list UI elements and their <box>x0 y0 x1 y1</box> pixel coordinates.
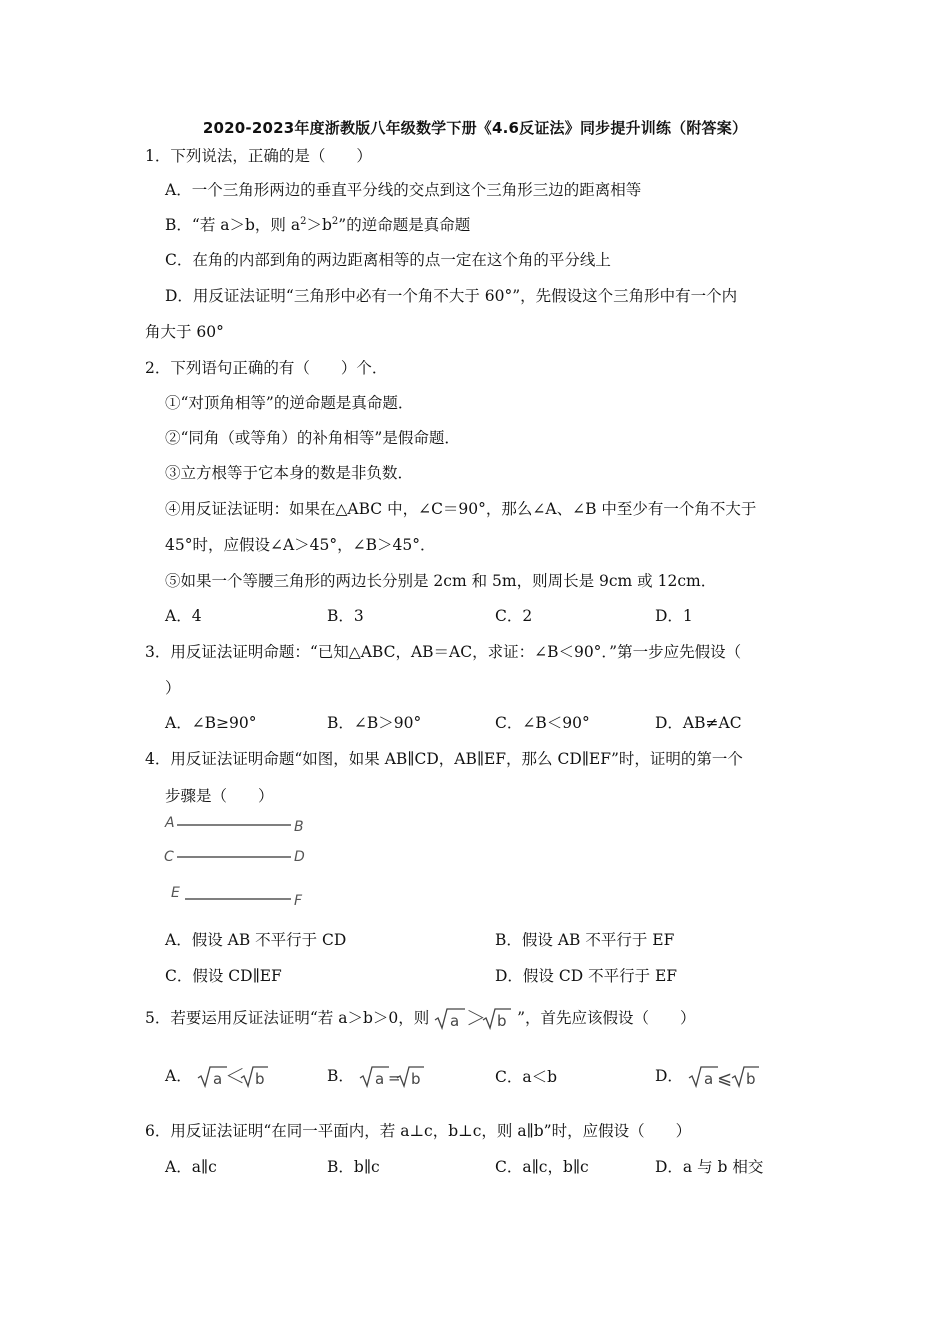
q2-option-a: A．4 <box>165 607 202 625</box>
q6-option-a: A．a∥c <box>165 1158 217 1176</box>
q2-option-b: B．3 <box>327 607 364 625</box>
q2-option-c: C．2 <box>495 607 533 625</box>
svg-text:=: = <box>387 1069 401 1087</box>
q1-option-d: D．用反证法证明“三角形中必有一个角不大于 60°”，先假设这个三角形中有一个内 <box>165 287 738 305</box>
q3-stem: 3．用反证法证明命题：“已知△ABC，AB＝AC，求证：∠B＜90°．”第一步应先假设（ <box>145 643 742 661</box>
q1-stem: 1．下列说法，正确的是（ ） <box>145 147 372 165</box>
sqrt-a-gt-sqrt-b-formula <box>434 1006 512 1032</box>
q1-option-d-cont: 角大于 60° <box>145 323 224 341</box>
q2-statement-4: ④用反证法证明：如果在△ABC 中，∠C＝90°，那么∠A、∠B 中至少有一个角不大于 <box>165 500 757 518</box>
q5-option-c: C．a＜b <box>495 1068 558 1086</box>
q3-option-d: D．AB≠AC <box>655 714 742 732</box>
svg-text:a: a <box>212 1070 222 1088</box>
q6-option-b: B．b∥c <box>327 1158 380 1176</box>
q4-option-c: C．假设 CD∥EF <box>165 967 282 985</box>
q1-option-a: A．一个三角形两边的垂直平分线的交点到这个三角形三边的距离相等 <box>165 181 642 199</box>
svg-text:b: b <box>410 1070 421 1088</box>
svg-text:b: b <box>497 1012 507 1030</box>
label-d: D <box>294 849 305 865</box>
svg-text:b: b <box>254 1070 265 1088</box>
label-e: E <box>171 885 180 901</box>
q4-option-d: D．假设 CD 不平行于 EF <box>495 967 678 985</box>
label-b: B <box>294 819 304 835</box>
svg-text:a: a <box>703 1070 714 1088</box>
q5-option-d: D． a ⩽ b <box>655 1064 760 1090</box>
svg-text:＜: ＜ <box>224 1064 245 1088</box>
q5-option-a: A． a ＜ b <box>165 1064 269 1090</box>
document-title: 2020-2023年度浙教版八年级数学下册《4.6反证法》同步提升训练（附答案） <box>202 119 748 137</box>
q5-option-b: B． a = b <box>327 1064 425 1090</box>
q2-statement-2: ②“同角（或等角）的补角相等”是假命题． <box>165 429 460 447</box>
label-a: A <box>165 815 175 831</box>
q6-option-c: C．a∥c，b∥c <box>495 1158 589 1176</box>
q2-statement-5: ⑤如果一个等腰三角形的两边长分别是 2cm 和 5m，则周长是 9cm 或 12cm． <box>165 572 717 590</box>
q4-option-a: A．假设 AB 不平行于 CD <box>165 931 347 949</box>
q6-option-d: D．a 与 b 相交 <box>655 1158 764 1176</box>
q4-stem: 4．用反证法证明命题“如图，如果 AB∥CD，AB∥EF，那么 CD∥EF”时，证明的第一个 <box>145 750 743 768</box>
svg-text:＞: ＞ <box>466 1006 487 1030</box>
svg-text:a: a <box>450 1012 460 1030</box>
svg-text:⩽: ⩽ <box>716 1068 732 1089</box>
label-f: F <box>294 893 303 908</box>
q3-option-c: C．∠B＜90° <box>495 714 590 732</box>
svg-text:a: a <box>374 1070 385 1088</box>
q4-option-b: B．假设 AB 不平行于 EF <box>495 931 675 949</box>
q2-statement-4-cont: 45°时，应假设∠A＞45°，∠B＞45°． <box>165 536 436 554</box>
q6-stem: 6．用反证法证明“在同一平面内，若 a⊥c，b⊥c，则 a∥b”时，应假设（ ） <box>145 1122 692 1140</box>
q3-stem-cont: ） <box>165 679 181 697</box>
q2-stem: 2．下列语句正确的有（ ）个． <box>145 359 388 377</box>
q1-option-b: B．“若 a＞b，则 $a^2>b^2$”的逆命题是真命题 <box>165 216 471 234</box>
sqrt-a-eq-sqrt-b-formula <box>359 1064 425 1090</box>
q2-statement-3: ③立方根等于它本身的数是非负数． <box>165 464 414 482</box>
q2-statement-1: ①“对顶角相等”的逆命题是真命题． <box>165 394 414 412</box>
q2-option-d: D．1 <box>655 607 693 625</box>
svg-text:b: b <box>745 1070 756 1088</box>
q1-option-c: C．在角的内部到角的两边距离相等的点一定在这个角的平分线上 <box>165 251 611 269</box>
q5-stem: 5．若要运用反证法证明“若 a＞b＞0，则 a ＞ b ”，首先应该假设（ ） <box>145 1006 696 1030</box>
label-c: C <box>164 849 174 865</box>
sqrt-a-le-sqrt-b-formula <box>688 1064 760 1090</box>
q3-option-b: B．∠B＞90° <box>327 714 422 732</box>
sqrt-a-lt-sqrt-b-formula <box>197 1064 269 1090</box>
parallel-lines-figure <box>163 813 313 908</box>
q3-option-a: A．∠B≥90° <box>165 714 257 732</box>
q4-stem-cont: 步骤是（ ） <box>165 787 274 805</box>
